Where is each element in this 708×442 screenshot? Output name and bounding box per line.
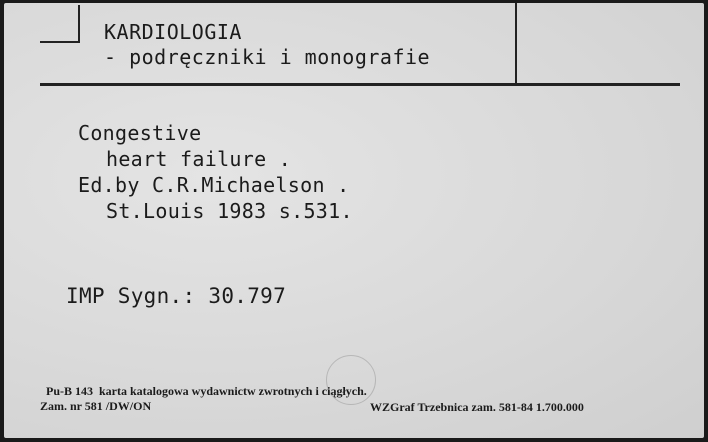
header-divider — [40, 83, 680, 86]
header-left-tick — [40, 41, 80, 43]
header-right-vertical — [515, 3, 517, 83]
entry-title-line-1: Congestive — [78, 121, 202, 145]
footer-order-number: Zam. nr 581 /DW/ON — [40, 399, 152, 413]
header-left-vertical — [78, 5, 80, 43]
entry-editor: Ed.by C.R.Michaelson . — [78, 173, 350, 197]
footer-print-note: Pu-B 143 karta katalogowa wydawnictw zwrotnych i ciągłych. — [46, 384, 367, 398]
catalog-card — [4, 3, 704, 438]
footer-printer: WZGraf Trzebnica zam. 581-84 1.700.000 — [370, 400, 584, 414]
category-subtitle: - podręczniki i monografie — [104, 45, 431, 69]
category-title: KARDIOLOGIA — [104, 20, 242, 44]
entry-title-line-2: heart failure . — [106, 147, 292, 171]
call-number: IMP Sygn.: 30.797 — [66, 284, 287, 308]
entry-imprint: St.Louis 1983 s.531. — [106, 199, 353, 223]
